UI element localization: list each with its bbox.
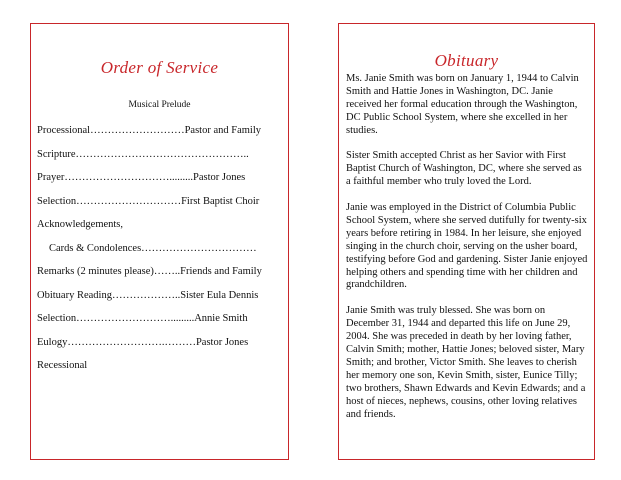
program-item-recessional: Recessional — [37, 360, 88, 371]
obituary-body — [346, 73, 588, 434]
program-item-obituary-reading: Obituary Reading………………..Sister Eula Dennis — [37, 289, 259, 301]
program-item-selection-choir: Selection…………………………First Baptist Choir — [37, 195, 260, 207]
program-item-scripture: Scripture………………………………………….. — [37, 148, 249, 160]
program-item-eulogy: Eulogy……………………….………Pastor Jones — [37, 336, 249, 348]
obituary-paragraph-faith: Sister Smith accepted Christ as her Savior with First Baptist Church of Washington, DC, where she served as a faithful member who truly loved the Lord. — [346, 150, 582, 188]
program-item-cards-condolences: Cards & Condolences…………………………… — [49, 242, 257, 254]
program-item-selection-solo: Selection……………………….........Annie Smith — [37, 313, 248, 324]
program-item-processional: Processional………………………Pastor and Family — [37, 125, 261, 136]
obituary-panel — [338, 23, 595, 460]
program-item-acknowledgements: Acknowledgements, — [37, 219, 124, 230]
program-item-remarks: Remarks (2 minutes please)……..Friends and Family — [37, 266, 262, 277]
program-list — [37, 119, 284, 378]
obituary-title: Obituary — [434, 51, 499, 70]
program-item-prayer: Prayer………………………….........Pastor Jones — [37, 172, 246, 183]
order-of-service-panel — [30, 23, 289, 460]
obituary-paragraph-survivors: Janie Smith was truly blessed. She was born on December 31, 1944 and departed this life on June 29, 2004. She was preceded in death by her loving father, Calvin Smith; mother, Hattie Jones; beloved sister, Mary Smith; and brother, Victor Smith. She leaves to cherish her memory one son, Kevin Smith, sister, Eunice Tilly; two brothers, Shawn Edwards and Kevin Edwards; and a host of nieces, nephews, cousins, other loving relatives and friends. — [346, 305, 586, 420]
order-of-service-title: Order of Service — [100, 58, 219, 77]
musical-prelude-heading: Musical Prelude — [128, 100, 191, 110]
obituary-paragraph-career: Janie was employed in the District of Columbia Public School System, where she served dutifully for twenty-six years before retiring in 1984. In her leisure, she enjoyed singing in the church choir, serving on the usher board, testifying before God and gardening. Sister Janie enjoyed helping others and spending time with her children and grandchildren. — [346, 202, 588, 291]
obituary-paragraph-birth: Ms. Janie Smith was born on January 1, 1944 to Calvin Smith and Hattie Jones in Washington, DC. Janie received her formal education through the Washington, DC Public School System, where she excelled in her studies. — [346, 73, 579, 136]
